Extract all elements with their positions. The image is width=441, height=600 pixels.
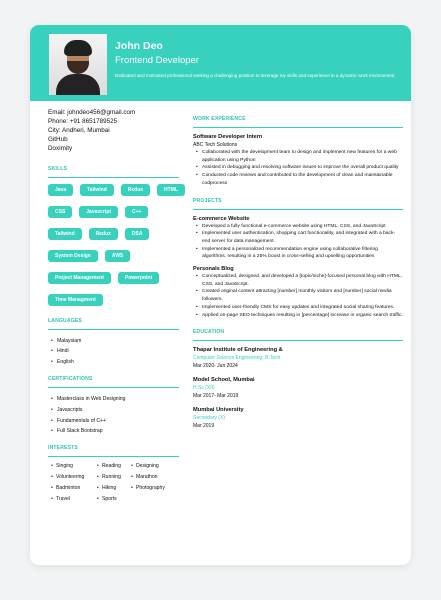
project-title: E-commerce Website — [193, 215, 250, 222]
skill-chip: Javascript — [79, 206, 118, 218]
project-entry — [193, 266, 403, 319]
list-item: • English — [48, 357, 199, 368]
list-item: • Badminton — [48, 485, 94, 491]
projects-heading: PROJECTS — [193, 198, 403, 210]
school-name: Model School, Mumbai — [193, 377, 255, 384]
list-item: • Created original content attracting [number] monthly visitors and [number] social media followers. — [202, 288, 403, 303]
list-item: • Conducted code reviews and contributed to the development of clean and maintainable codprocess — [202, 172, 403, 187]
skill-chip: Redux — [89, 228, 118, 240]
project-bullets — [193, 273, 403, 319]
list-item: • Malaysiam — [48, 336, 199, 347]
skill-chip: DSA — [125, 228, 150, 240]
list-item: • Marathon — [128, 474, 199, 480]
github-link[interactable]: GitHub — [48, 135, 68, 143]
right-column — [193, 116, 403, 439]
list-item: • Developed a fully functional e-commerce website using HTML, CSS, and JavaScript — [202, 223, 403, 231]
skill-chip: C++ — [125, 206, 148, 218]
list-item: • Implemented user-friendly CMS for easy updates and integrated social sharing features. — [202, 304, 403, 312]
contact-info — [48, 109, 199, 154]
resume-header — [30, 25, 411, 101]
certifications-heading: CERTIFICATIONS — [48, 376, 179, 388]
list-item: • Hindi — [48, 346, 199, 357]
project-bullets — [193, 223, 403, 262]
degree-text: H.Sc (XII) — [193, 385, 215, 392]
list-item: • Hiking — [94, 485, 128, 491]
list-item: • Applied on-page SEO techniques resulting in [percentage] increase in organic search traffic. — [202, 312, 403, 320]
doximity-link[interactable]: Doximity — [48, 144, 73, 152]
list-item: • Sports — [94, 496, 128, 502]
skill-chip: Project Management — [48, 272, 111, 284]
skill-chip: System Design — [48, 250, 98, 262]
profile-photo — [49, 34, 107, 95]
list-item: • Volunteering — [48, 474, 94, 480]
education-dates: Mar 2019 — [193, 423, 215, 430]
candidate-name: John Deo — [115, 40, 163, 52]
job-bullets — [193, 149, 403, 188]
education-entry — [193, 377, 403, 399]
skill-chip: Java — [48, 184, 73, 196]
skill-chip: HTML — [157, 184, 185, 196]
list-item: • Masterclass in Web Designing — [48, 394, 199, 405]
list-item: • Reading — [94, 463, 128, 469]
school-name: Mumbai University — [193, 407, 244, 414]
skill-chip: Tailwind — [48, 228, 82, 240]
resume-card — [30, 25, 411, 565]
email-text[interactable]: Email: johndeo456@gmail.com — [48, 109, 136, 116]
education-dates: Mar 2020- Jun 2024 — [193, 363, 238, 370]
skill-chip: Redux — [121, 184, 150, 196]
job-company: ABC Tech Solutions — [193, 142, 238, 148]
list-item: • Fundamentals of C++ — [48, 416, 199, 427]
list-item: • Collaborated with the development team to design and implement new features for a web application using Python — [202, 149, 403, 164]
certifications-list — [48, 394, 199, 437]
degree-text: Secondary (X) — [193, 415, 225, 422]
degree-text: Computer Science Engineering, B.Tech — [193, 355, 281, 362]
project-entry — [193, 216, 403, 262]
list-item: • Running — [94, 474, 128, 480]
skills-heading: SKILLS — [48, 166, 179, 178]
languages-heading: LANGUAGES — [48, 318, 179, 330]
list-item: • Implemented a personalized recommendation engine using collaborative filtering algorithms, resulting in a 25% boost in cross-selling and upselling opportunities — [202, 246, 403, 261]
experience-heading: WORK EXPERIENCE — [193, 116, 403, 128]
project-title: Personals Blog — [193, 266, 234, 273]
list-item: • Implemented user authentication, shopping cart functionality, and integrated with a back-end server for data management — [202, 230, 403, 245]
languages-list — [48, 336, 199, 368]
job-entry — [193, 134, 403, 188]
list-item: • Singing — [48, 463, 94, 469]
education-heading: EDUCATION — [193, 329, 403, 341]
interests-list — [48, 463, 199, 502]
skill-chip: Time Managment — [48, 294, 103, 306]
interests-heading: INTERESTS — [48, 445, 179, 457]
list-item: • Full Stack Bootstrap — [48, 426, 199, 437]
education-entry — [193, 407, 403, 429]
skills-list — [48, 184, 188, 306]
list-item: • Photography — [128, 485, 199, 491]
skill-chip: CSS — [48, 206, 72, 218]
list-item: • Travel — [48, 496, 94, 502]
list-item: • Javascripts — [48, 405, 199, 416]
skill-chip: AWS — [105, 250, 130, 262]
education-dates: Mar 2017- Mar 2019 — [193, 393, 239, 400]
candidate-summary: Dedicated and motivated professional seeking a challenging position to leverage my skills and experience in a dynamic work environment — [115, 73, 395, 78]
school-name: Thapar Institute of Engineering & — [193, 347, 283, 354]
skill-chip: Tailwind — [80, 184, 114, 196]
list-item: • Designing — [128, 463, 199, 469]
education-entry — [193, 347, 403, 369]
list-item: • Conceptualized, designed, and developed a [topic/niche]-focused personal blog with HTML, CSS, and JavaScript. — [202, 273, 403, 288]
skill-chip: Powerpoint — [118, 272, 159, 284]
candidate-title: Frontend Developer — [115, 55, 199, 66]
left-column — [48, 109, 199, 502]
city-text: City: Andheri, Mumbai — [48, 126, 110, 134]
phone-text[interactable]: Phone: +91 8651789525 — [48, 117, 118, 125]
job-title: Software Developer Intern — [193, 134, 263, 140]
list-item: • Assisted in debugging and resolving software issues to improve the overall product quality — [202, 164, 403, 172]
